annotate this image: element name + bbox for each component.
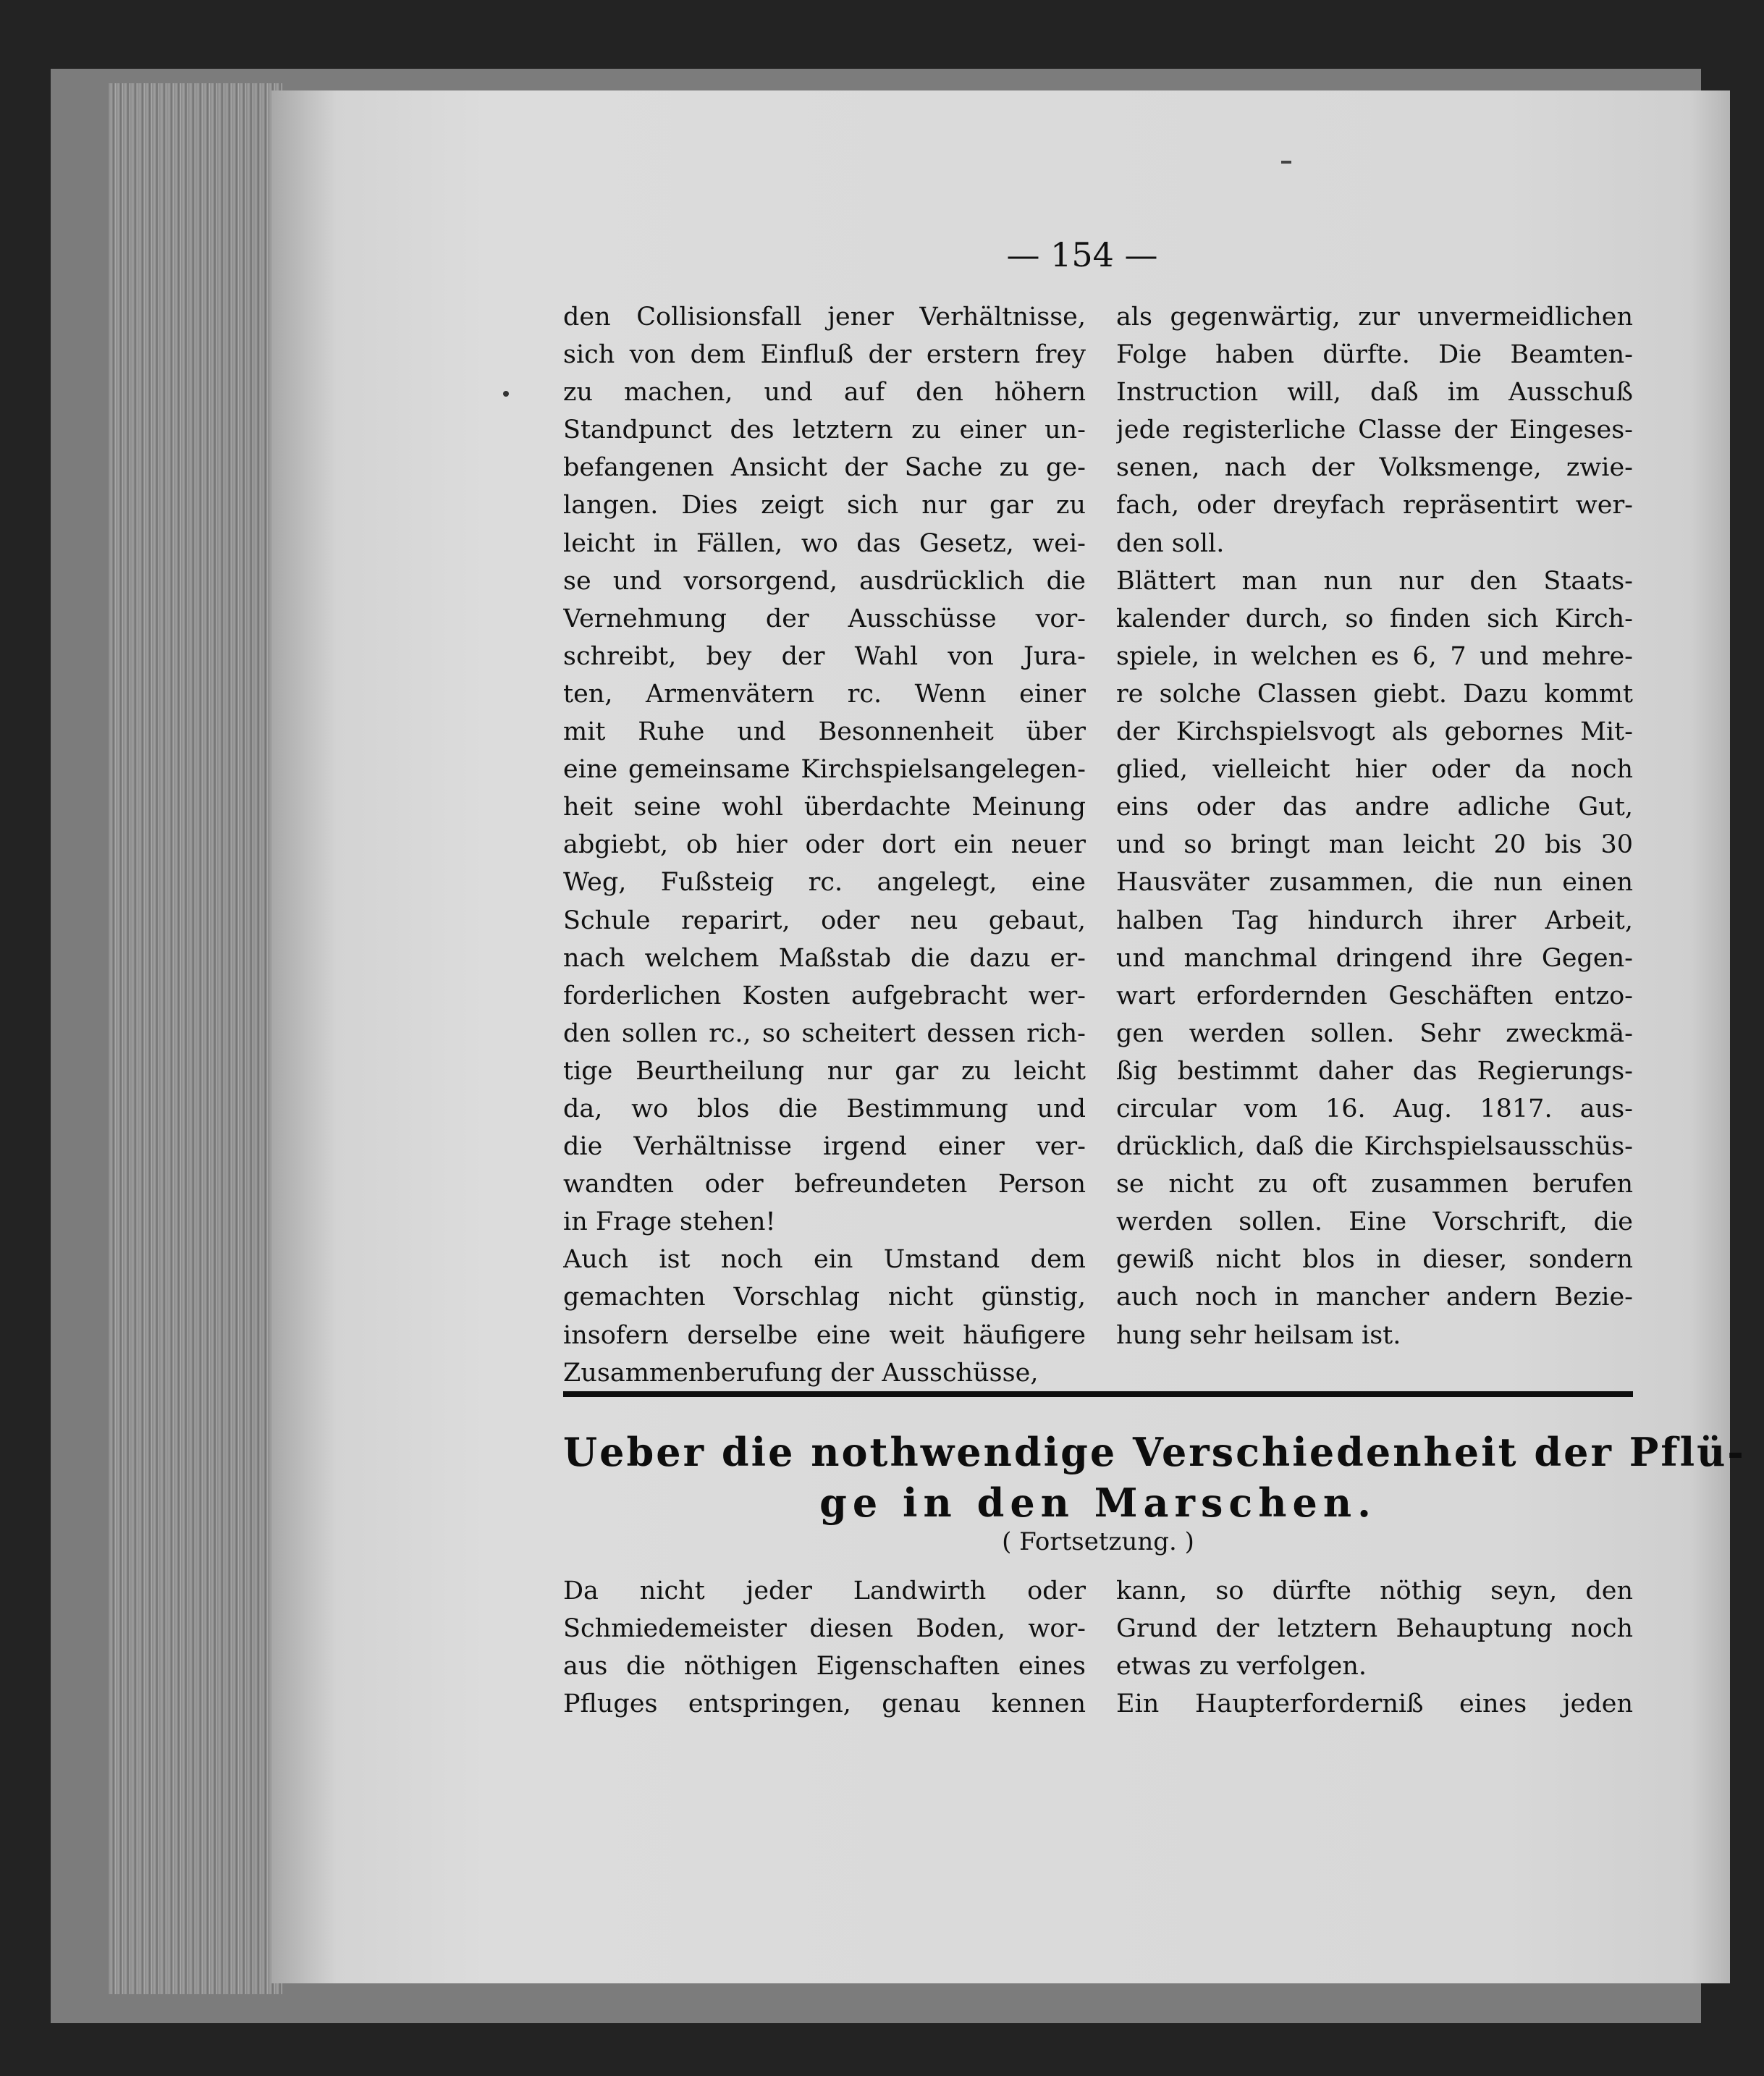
text-line: abgiebt, ob hier oder dort ein neuer — [563, 830, 1086, 860]
text-line: auch noch in mancher andern Bezie- — [1116, 1283, 1633, 1312]
text-line: drücklich, daß die Kirchspielsausschüs- — [1116, 1132, 1633, 1162]
text-line: Blättert man nun nur den Staats- — [1116, 566, 1633, 596]
text-line: in Frage stehen! — [563, 1207, 776, 1237]
text-line: Auch ist noch ein Umstand dem — [563, 1245, 1086, 1275]
text-line: Zusammenberufung der Ausschüsse, — [563, 1358, 1039, 1388]
text-line: der Kirchspielsvogt als gebornes Mit- — [1116, 717, 1633, 747]
section-divider — [563, 1391, 1633, 1397]
text-line: und so bringt man leicht 20 bis 30 — [1116, 830, 1633, 860]
text-line: fach, oder dreyfach repräsentirt wer- — [1116, 491, 1633, 520]
text-line: Schule reparirt, oder neu gebaut, — [563, 906, 1086, 935]
text-line: als gegenwärtig, zur unvermeidlichen — [1116, 303, 1633, 332]
text-line: Pfluges entspringen, genau kennen — [563, 1689, 1086, 1719]
text-line: Grund der letztern Behauptung noch — [1116, 1614, 1633, 1644]
article-heading-line-1: Ueber die nothwendige Verschiedenheit der Pflü- — [563, 1429, 1746, 1475]
text-line: heit seine wohl überdachte Meinung — [563, 793, 1086, 822]
text-line: Standpunct des letztern zu einer un- — [563, 415, 1086, 445]
left-column-article — [563, 1572, 1086, 1723]
text-line: eins oder das andre adliche Gut, — [1116, 793, 1633, 822]
text-line: etwas zu verfolgen. — [1116, 1652, 1367, 1682]
text-line: kalender durch, so finden sich Kirch- — [1116, 604, 1633, 633]
text-line: zu machen, und auf den höhern — [563, 378, 1086, 408]
text-line: se und vorsorgend, ausdrücklich die — [563, 566, 1086, 596]
text-line: gen werden sollen. Sehr zweckmä- — [1116, 1018, 1633, 1048]
text-line: Da nicht jeder Landwirth oder — [563, 1577, 1086, 1605]
text-line: werden sollen. Eine Vorschrift, die — [1116, 1207, 1633, 1237]
text-line: Folge haben dürfte. Die Beamten- — [1116, 340, 1633, 370]
text-line: gewiß nicht blos in dieser, sondern — [1116, 1245, 1633, 1275]
text-line: befangenen Ansicht der Sache zu ge- — [563, 453, 1086, 483]
text-line: und manchmal dringend ihre Gegen- — [1116, 943, 1633, 973]
text-line: se nicht zu oft zusammen berufen — [1116, 1170, 1633, 1199]
page-number: — 154 — — [1006, 235, 1158, 274]
text-line: circular vom 16. Aug. 1817. aus- — [1116, 1094, 1633, 1123]
text-line: schreibt, bey der Wahl von Jura- — [563, 641, 1086, 671]
text-line: spiele, in welchen es 6, 7 und mehre- — [1116, 641, 1633, 671]
text-line: halben Tag hindurch ihrer Arbeit, — [1116, 906, 1633, 935]
text-line: tige Beurtheilung nur gar zu leicht — [563, 1056, 1086, 1086]
text-line: mit Ruhe und Besonnenheit über — [563, 717, 1086, 747]
text-line: den sollen rc., so scheitert dessen rich- — [563, 1018, 1086, 1048]
text-line: re solche Classen giebt. Dazu kommt — [1116, 679, 1633, 709]
text-line: jede registerliche Classe der Eingeses- — [1116, 415, 1633, 445]
text-line: die Verhältnisse irgend einer ver- — [563, 1132, 1086, 1162]
text-line: leicht in Fällen, wo das Gesetz, wei- — [563, 528, 1086, 558]
page-mark — [1281, 161, 1291, 164]
text-line: da, wo blos die Bestimmung und — [563, 1094, 1086, 1123]
page-edges — [109, 83, 282, 1994]
text-line: gemachten Vorschlag nicht günstig, — [563, 1283, 1086, 1312]
text-line: langen. Dies zeigt sich nur gar zu — [563, 491, 1086, 520]
text-line: ten, Armenvätern rc. Wenn einer — [563, 679, 1086, 709]
text-line: den soll. — [1116, 528, 1225, 558]
article-subheading: ( Fortsetzung. ) — [1002, 1527, 1194, 1556]
text-line: sich von dem Einfluß der erstern frey — [563, 340, 1086, 370]
text-line: insofern derselbe eine weit häufigere — [563, 1320, 1086, 1350]
text-line: eine gemeinsame Kirchspielsangelegen- — [563, 755, 1086, 785]
text-line: kann, so dürfte nöthig seyn, den — [1116, 1577, 1633, 1605]
left-column — [563, 298, 1086, 1392]
text-line: senen, nach der Volksmenge, zwie- — [1116, 453, 1633, 483]
right-column-article — [1116, 1572, 1633, 1723]
text-line: Weg, Fußsteig rc. angelegt, eine — [563, 868, 1086, 898]
text-line: Hausväter zusammen, die nun einen — [1116, 868, 1633, 898]
text-line: Schmiedemeister diesen Boden, wor- — [563, 1614, 1086, 1644]
text-line: ßig bestimmt daher das Regierungs- — [1116, 1056, 1633, 1086]
text-line: wandten oder befreundeten Person — [563, 1170, 1086, 1199]
text-line: glied, vielleicht hier oder da noch — [1116, 755, 1633, 785]
text-line: Vernehmung der Ausschüsse vor- — [563, 604, 1086, 633]
text-line: Instruction will, daß im Ausschuß — [1116, 378, 1633, 408]
text-line: wart erfordernden Geschäften entzo- — [1116, 981, 1633, 1010]
text-line: aus die nöthigen Eigenschaften eines — [563, 1652, 1086, 1682]
page-speck — [503, 391, 509, 397]
text-line: hung sehr heilsam ist. — [1116, 1320, 1401, 1350]
text-line: nach welchem Maßstab die dazu er- — [563, 943, 1086, 973]
text-line: forderlichen Kosten aufgebracht wer- — [563, 981, 1086, 1010]
text-line: den Collisionsfall jener Verhältnisse, — [563, 303, 1086, 332]
right-column — [1116, 298, 1633, 1354]
text-line: Ein Haupterforderniß eines jeden — [1116, 1689, 1633, 1719]
article-heading-line-2: ge in den Marschen. — [819, 1480, 1377, 1526]
